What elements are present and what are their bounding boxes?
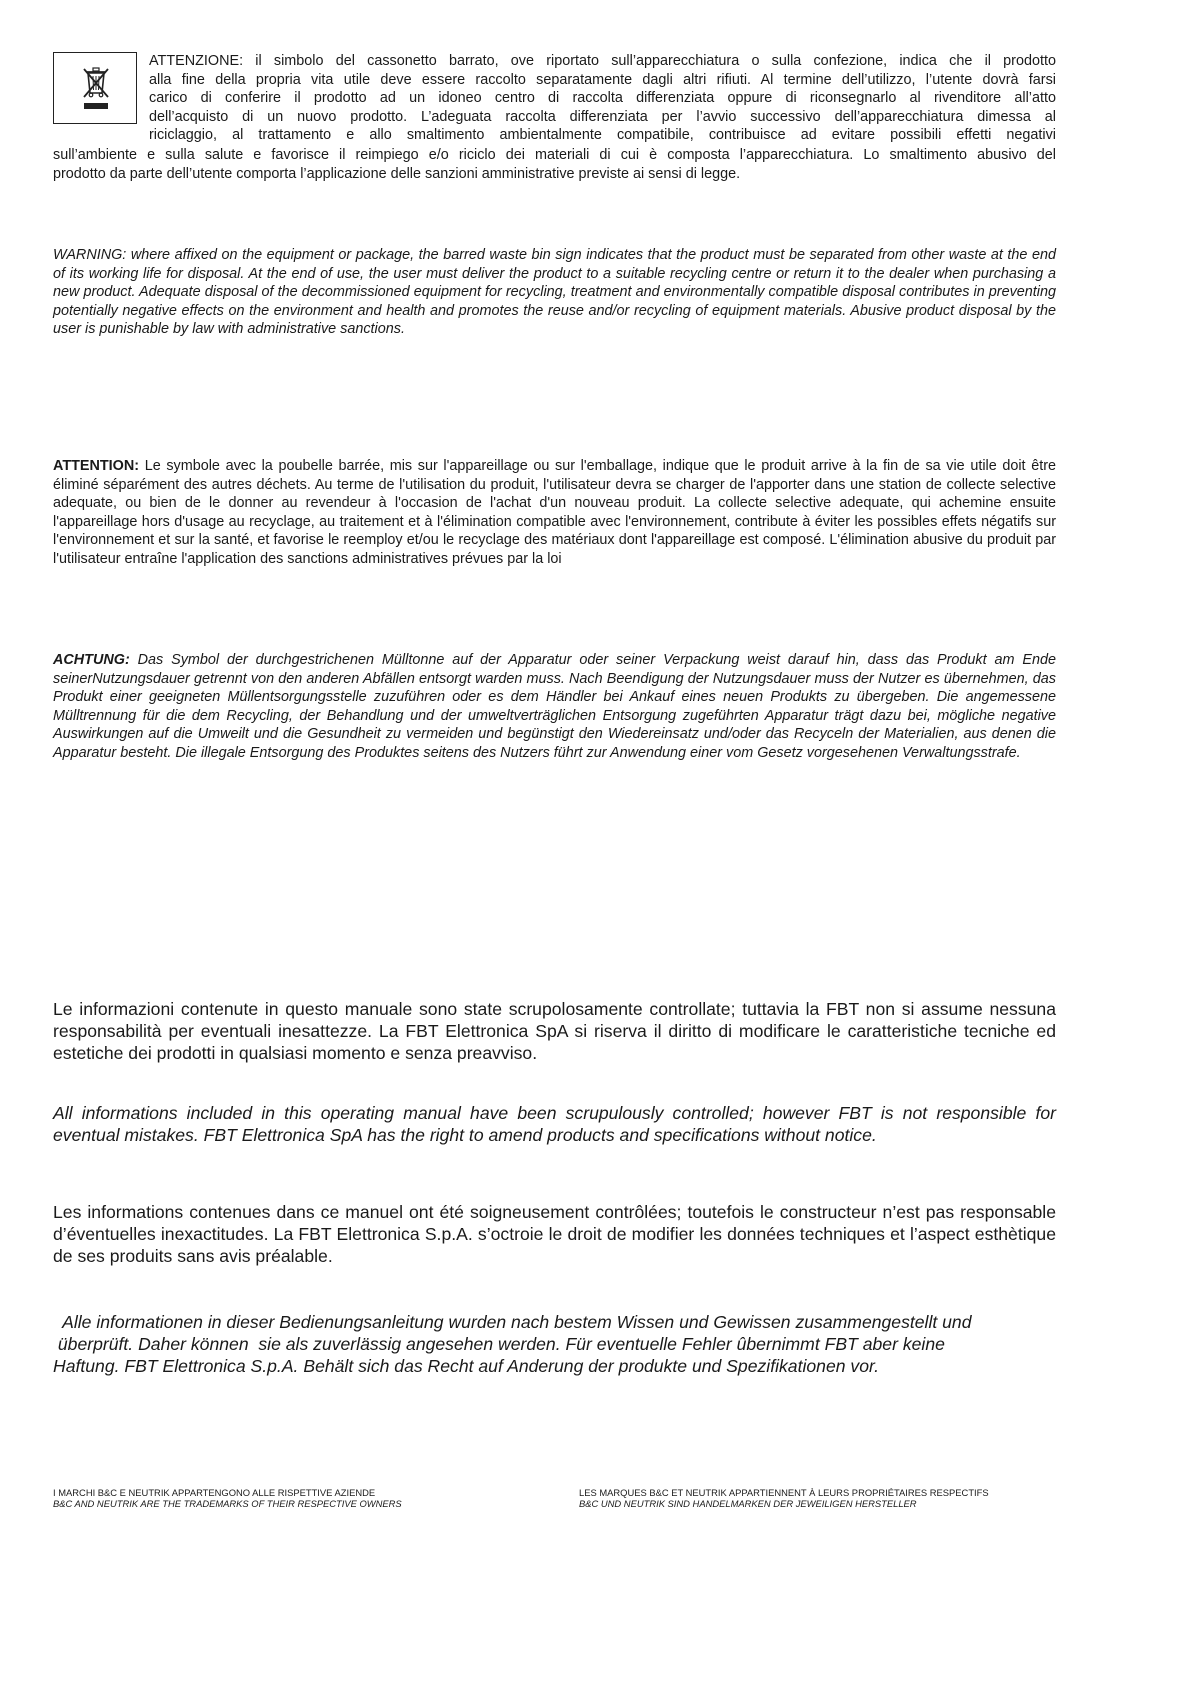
text-line: ATTENZIONE: il simbolo del cassonetto barrato, ove riportato sull’apparecchiatura o sulla confezione, indica che il prodotto xyxy=(149,53,1056,69)
text-line: Alle informationen in dieser Bedienungsanleitung wurden nach bestem Wissen und Gewissen zusammengestellt und xyxy=(53,1312,972,1332)
disclaimer-fr: Les informations contenues dans ce manuel ont été soigneusement contrôlées; toutefois le constructeur n’est pas responsable d’éventuelles inexactitudes. La FBT Elettronica S.p.A. s’octroie le droit de modifier les données techniques et l’aspect esthètique de ses produits sans avis préalable. xyxy=(53,1202,1056,1266)
weee-notice-fr xyxy=(53,457,1056,569)
weee-notice-en: WARNING: where affixed on the equipment or package, the barred waste bin sign indicates that the product must be separated from other waste at the end of its working life for disposal. At the end of use, the user must deliver the product to a suitable recycling centre or return it to the dealer when purchasing a new product. Adequate disposal of the decommissioned equipment for recycling, treatment and environmentally compatible disposal contributes in preventing potentially negative effects on the environment and health and promotes the reuse and/or recycling of equipment materials. Abusive product disposal by the user is punishable by law with administrative sanctions. xyxy=(53,247,1056,338)
text-line: prodotto da parte dell’utente comporta l’applicazione delle sanzioni amministrative previste ai sensi di legge. xyxy=(53,165,741,182)
text-line: dell’acquisto di un nuovo prodotto. L’adeguata raccolta differenziata per l’avvio successivo dell’apparecchiatura dimessa al xyxy=(149,108,1056,125)
weee-symbol-box xyxy=(53,52,137,124)
text-line: überprüft. Daher können sie als zuverlässig angesehen werden. Für eventuelle Fehler ûbernimmt FBT aber keine xyxy=(53,1334,945,1354)
footer-trademarks-right xyxy=(579,1487,989,1510)
footer-line: LES MARQUES B&C ET NEUTRIK APPARTIENNENT À LEURS PROPRIÉTAIRES RESPECTIFS xyxy=(579,1487,989,1498)
text-line: Haftung. FBT Elettronica S.p.A. Behält sich das Recht auf Anderung der produkte und Spezifikationen vor. xyxy=(53,1356,880,1376)
text-line: alla fine della propria vita utile deve essere raccolto separatamente dagli altri rifiuti. Al termine dell’utilizzo, l’utente dovrà farsi xyxy=(149,71,1056,88)
disclaimer-it: Le informazioni contenute in questo manuale sono state scrupolosamente controllate; tuttavia la FBT non si assume nessuna responsabilità per eventuali inesattezze. La FBT Elettronica SpA si riserva il diritto di modificare le caratteristiche tecniche ed estetiche dei prodotti in qualsiasi momento e senza preavviso. xyxy=(53,999,1056,1063)
text-line: carico di conferire il prodotto ad un idoneo centro di raccolta differenziata oppure di riconsegnarlo al rivenditore all’atto xyxy=(149,90,1056,107)
weee-notice-de xyxy=(53,651,1056,763)
crossed-bin-icon xyxy=(80,63,112,115)
disclaimer-en: All informations included in this operating manual have been scrupulously controlled; however FBT is not responsible for eventual mistakes. FBT Elettronica SpA has the right to amend products and specifications without notice. xyxy=(53,1103,1056,1145)
footer-line: I MARCHI B&C E NEUTRIK APPARTENGONO ALLE RISPETTIVE AZIENDE xyxy=(53,1487,376,1498)
text-line: sull’ambiente e sulla salute e favorisce il reimpiego e/o riciclo dei materiali di cui è composta l’apparecchiatura. Lo smaltimento abusivo del xyxy=(53,147,1056,163)
footer-line: B&C AND NEUTRIK ARE THE TRADEMARKS OF THEIR RESPECTIVE OWNERS xyxy=(53,1498,402,1510)
weee-notice-de-body: Das Symbol der durchgestrichenen Mülltonne auf der Apparatur oder seiner Verpackung weist darauf hin, dass das Produkt am Ende seinerNutzungsdauer getrennt von den anderen Abfällen entsorgt warden muss. Nach Beendigung der Nutzungsdauer muss der Nutzer es übernehmen, das Produkt einer geeigneten Müllentsorgungsstelle zuzuführen oder es dem Händler bei Ankauf eines neuen Produkts zu übergeben. Die angemessene Mülltrennung für die dem Recycling, der Behandlung und der umweltverträglichen Entsorgung zugeführten Apparatur trägt dazu bei, mögliche negative Auswirkungen auf die Umweilt und die Gesundheit zu vermeiden und begünstigt den Wiedereinsatz und/oder das Recyceln der Materialien, aus denen die Apparatur besteht. Die illegale Entsorgung des Produktes seitens des Nutzers führt zur Anwendung einer vom Gesetz vorgesehenen Verwaltungsstrafe. xyxy=(53,652,1056,761)
footer-trademarks-left xyxy=(53,1487,402,1510)
weee-notice-fr-body: Le symbole avec la poubelle barrée, mis sur l'appareillage ou sur l'emballage, indique que le produit arrive à la fin de sa vie utile doit être éliminé séparément des autres déchets. Au terme de l'utilisation du produit, l'utilisateur devra se charger de l'apporter dans une station de collecte selective adequate, ou bien de le donner au revendeur à l'occasion de l'achat d'un nouveau produit. La collecte selective adequate, qui achemine ensuite l'appareillage hors d'usage au recyclage, au traitement et à l'élimination compatible avec l'environnement, contribute à éviter les possibles effets négatifs sur l'environnement et sur la santé, et favorise le reemploy et/ou le recyclage des matériaux dont l'appareillage est composé. L'élimination abusive du produit par l'utilisateur entraîne l'application des sanctions administratives prévues par la loi xyxy=(53,458,1056,567)
weee-notice-it-full xyxy=(53,146,1056,183)
footer-line: B&C UND NEUTRIK SIND HANDELMARKEN DER JEWEILIGEN HERSTELLER xyxy=(579,1498,917,1510)
weee-notice-it-indented xyxy=(149,52,1056,145)
weee-notice-de-heading: ACHTUNG: xyxy=(53,652,130,668)
disclaimer-de xyxy=(53,1311,1056,1377)
text-line: riciclaggio, al trattamento e allo smaltimento ambientalmente compatibile, contribuisce ad evitare possibili effetti negativi xyxy=(149,127,1056,144)
weee-notice-fr-heading: ATTENTION: xyxy=(53,458,140,474)
